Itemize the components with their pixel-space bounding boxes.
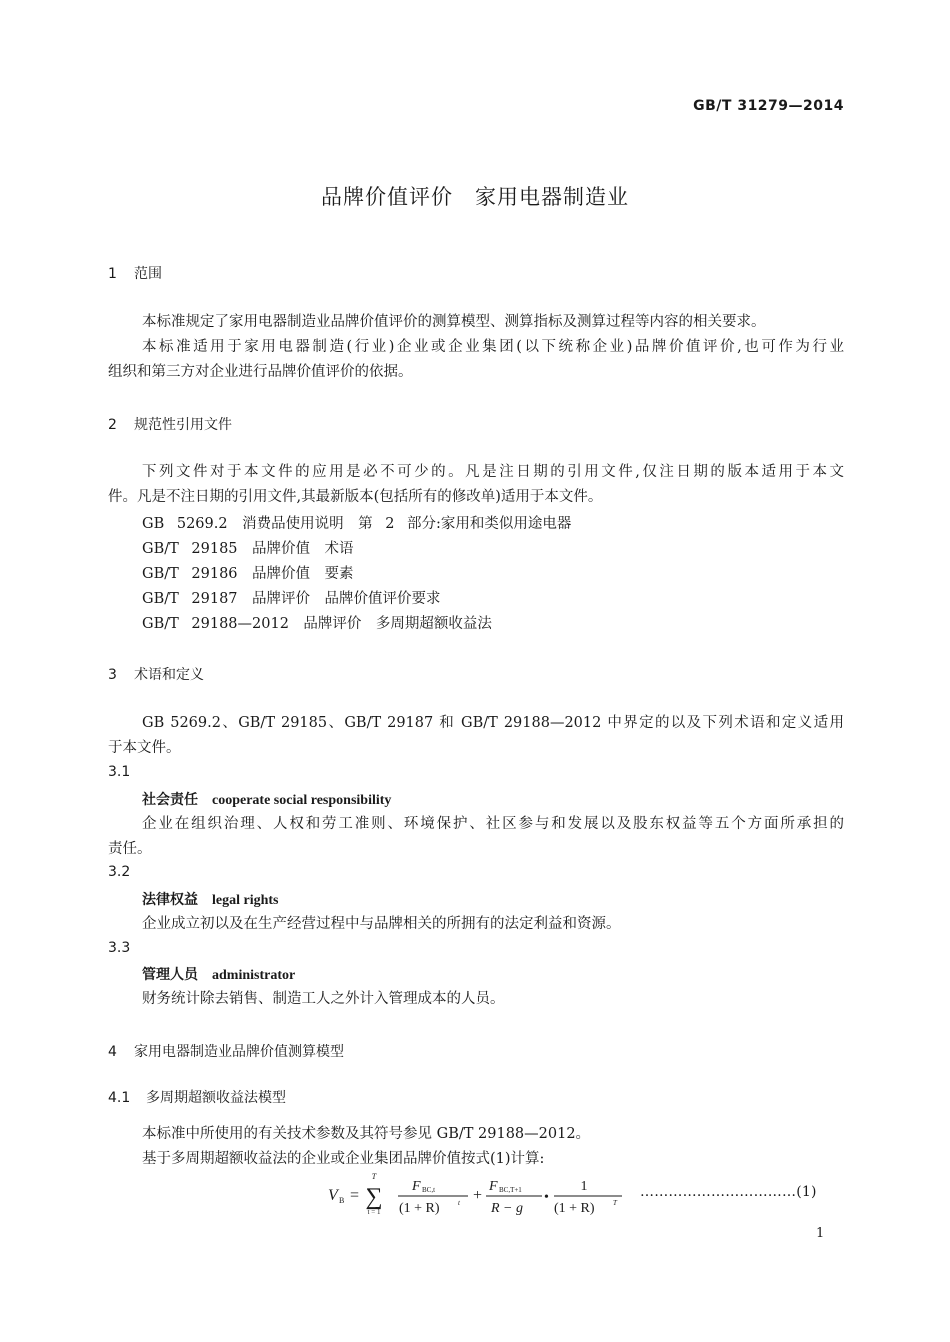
term-number: 3.3 xyxy=(108,940,131,956)
svg-text:=: = xyxy=(350,1187,360,1204)
term-3-1 xyxy=(142,789,391,809)
paragraph-continuation: 于本文件。 xyxy=(108,740,181,756)
term3-den-sup: T xyxy=(613,1199,617,1207)
formula-number: ……………………………(1) xyxy=(640,1184,817,1200)
paragraph: GB 5269.2、GB/T 29185、GB/T 29187 和 GB/T 29188—2012 中界定的以及下列术语和定义适用 xyxy=(142,715,844,731)
paragraph: 本标准适用于家用电器制造(行业)企业或企业集团(以下统称企业)品牌价值评价,也可作为行业 xyxy=(142,339,844,355)
section-title: 规范性引用文件 xyxy=(134,417,232,433)
section-4-heading xyxy=(108,1041,344,1061)
paragraph-continuation: 件。凡是不注日期的引用文件,其最新版本(包括所有的修改单)适用于本文件。 xyxy=(108,489,603,505)
reference-item: GB/T 29188—2012 品牌评价 多周期超额收益法 xyxy=(142,616,492,632)
section-2-heading xyxy=(108,414,232,434)
term-chinese: 法律权益 xyxy=(142,892,198,908)
term-english: cooperate social responsibility xyxy=(212,793,392,808)
term-definition: 财务统计除去销售、制造工人之外计入管理成本的人员。 xyxy=(142,991,505,1007)
reference-item: GB/T 29185 品牌价值 术语 xyxy=(142,541,354,557)
term-chinese: 社会责任 xyxy=(142,792,198,808)
section-number: 2 xyxy=(108,417,117,433)
svg-text:•: • xyxy=(544,1190,549,1205)
formula-1 xyxy=(326,1170,626,1220)
term1-num-sub: BC,t xyxy=(422,1186,436,1194)
term-number: 3.1 xyxy=(108,764,131,780)
term-definition: 企业成立初以及在生产经营过程中与品牌相关的所拥有的法定利益和资源。 xyxy=(142,916,621,932)
section-number: 3 xyxy=(108,667,117,683)
svg-text:+: + xyxy=(473,1187,483,1204)
term3-den: (1 + R) xyxy=(554,1201,595,1216)
term2-num-sub: BC,T+1 xyxy=(499,1186,522,1194)
term-english: administrator xyxy=(212,968,296,983)
document-title: 品牌价值评价 家用电器制造业 xyxy=(321,185,629,209)
section-3-heading xyxy=(108,664,204,684)
term-3-2 xyxy=(142,889,279,909)
term1-den: (1 + R) xyxy=(399,1201,440,1216)
standard-code: GB/T 31279—2014 xyxy=(693,98,844,114)
term2-num: F xyxy=(489,1179,498,1194)
term-definition-continuation: 责任。 xyxy=(108,841,152,857)
page-number: 1 xyxy=(816,1226,825,1241)
term-definition: 企业在组织治理、人权和劳工准则、环境保护、社区参与和发展以及股东权益等五个方面所承担的 xyxy=(142,816,844,832)
paragraph-continuation: 组织和第三方对企业进行品牌价值评价的依据。 xyxy=(108,364,413,380)
term1-den-sup: t xyxy=(458,1199,460,1207)
sum-sign: ∑ xyxy=(365,1184,383,1210)
formula-lhs: V xyxy=(328,1187,338,1204)
section-number: 4.1 xyxy=(108,1090,131,1106)
sum-lower: t = 1 xyxy=(367,1208,381,1216)
term-number: 3.2 xyxy=(108,864,131,880)
section-title: 术语和定义 xyxy=(134,667,204,683)
paragraph: 本标准规定了家用电器制造业品牌价值评价的测算模型、测算指标及测算过程等内容的相关要求。 xyxy=(142,314,766,330)
term-3-3 xyxy=(142,964,295,984)
term-english: legal rights xyxy=(212,893,279,908)
section-title: 多周期超额收益法模型 xyxy=(146,1090,286,1106)
sum-upper: T xyxy=(371,1172,377,1181)
term1-num: F xyxy=(412,1179,421,1194)
paragraph: 基于多周期超额收益法的企业或企业集团品牌价值按式(1)计算: xyxy=(142,1151,545,1167)
reference-item: GB/T 29186 品牌价值 要素 xyxy=(142,566,354,582)
reference-item: GB/T 29187 品牌评价 品牌价值评价要求 xyxy=(142,591,441,607)
paragraph: 本标准中所使用的有关技术参数及其符号参见 GB/T 29188—2012。 xyxy=(142,1126,591,1142)
term3-num: 1 xyxy=(580,1179,588,1194)
term-chinese: 管理人员 xyxy=(142,967,198,983)
term2-den: R − g xyxy=(491,1201,523,1216)
formula-lhs-sub: B xyxy=(339,1196,345,1205)
section-title: 范围 xyxy=(134,266,162,282)
section-number: 1 xyxy=(108,266,117,282)
section-number: 4 xyxy=(108,1044,117,1060)
paragraph: 下列文件对于本文件的应用是必不可少的。凡是注日期的引用文件,仅注日期的版本适用于本文 xyxy=(142,464,844,480)
section-4-1-heading xyxy=(108,1087,286,1107)
section-title: 家用电器制造业品牌价值测算模型 xyxy=(134,1044,344,1060)
reference-item: GB 5269.2 消费品使用说明 第 2 部分:家用和类似用途电器 xyxy=(142,516,572,532)
section-1-heading xyxy=(108,263,162,283)
